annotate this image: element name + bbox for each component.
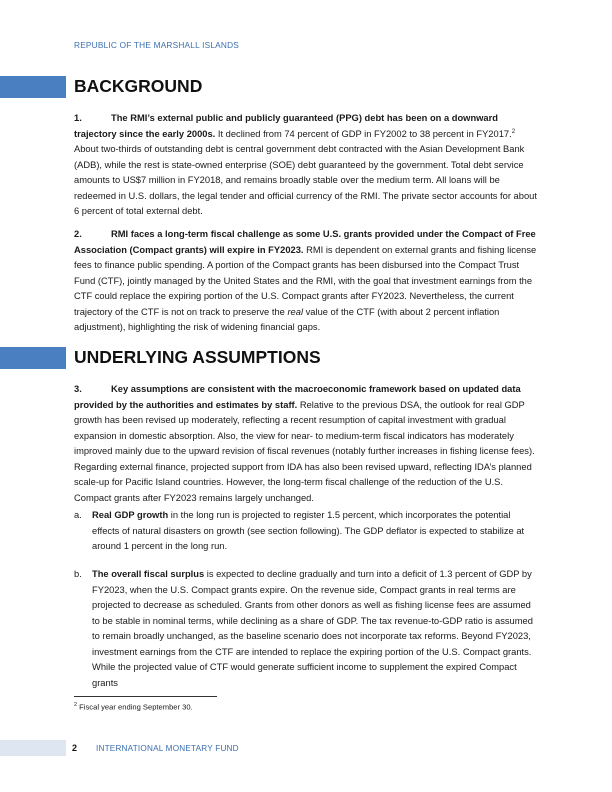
list-marker: b. [74, 569, 82, 579]
paragraph-text: It declined from 74 percent of GDP in FY2002 to 38 percent in FY2017. [215, 128, 512, 139]
paragraph-3 [74, 382, 540, 506]
section-title-underlying-assumptions: UNDERLYING ASSUMPTIONS [74, 347, 321, 367]
page-number: 2 [72, 743, 78, 753]
list-item-lead: The overall fiscal surplus [92, 569, 205, 579]
list-item-lead: Real GDP growth [92, 510, 169, 520]
list-marker: a. [74, 510, 82, 520]
section-title-background: BACKGROUND [74, 76, 203, 96]
paragraph-2 [74, 227, 540, 336]
paragraph-1 [74, 111, 540, 220]
paragraph-number: 2. [74, 229, 82, 239]
section-accent-bar [0, 76, 66, 98]
paragraph-text-after: value of the CTF (with about 2 percent inflation adjustment), highlighting the risk of widening financial gaps. [74, 306, 500, 332]
paragraph-number: 1. [74, 113, 82, 123]
footnote-text: Fiscal year ending September 30. [77, 702, 193, 712]
paragraph-number: 3. [74, 384, 82, 394]
footnote-number: 2 [74, 702, 78, 708]
paragraph-lead: RMI faces a long-term fiscal challenge as some U.S. grants provided under the Compact of Free Association (Compact grants) will expire in FY2023. [74, 229, 536, 255]
section-accent-bar [0, 347, 66, 369]
footnote-divider [74, 696, 217, 697]
paragraph-italic: real [287, 306, 304, 317]
paragraph-text: Relative to the previous DSA, the outlook for real GDP growth has been revised up moderately, reflecting a recent resumption of capital investment with gradual expansion in domestic absorption. Also, the view for near- to medium-term fiscal indicators has moderately improved mainly due to the upward revision of fiscal revenues (notably further increases in fishing license fees). Regarding external finance, projected support from IDA has also been revised upward, reflecting IDA’s planned scale-up for Pacific Island countries. However, the long-term fiscal challenge of the reduction of the U.S. Compact grants after FY2023 remains largely unchanged. [74, 399, 535, 503]
running-footer: INTERNATIONAL MONETARY FUND [96, 744, 239, 753]
paragraph-lead: The RMI’s external public and publicly guaranteed (PPG) debt has been on a downward trajectory since the early 2000s. [74, 113, 498, 139]
paragraph-text-after: About two-thirds of outstanding debt is central government debt contracted with the Asian Development Bank (ADB), while the rest is state-owned enterprise (SOE) debt guaranteed by the government. Total debt service amounts to US$7 million in FY2018, and remains broadly stable over the medium term. All loans will be redeemed in U.S. dollars, the legal tender and official currency of the RMI. The private sector accounts for about 6 percent of total external debt. [74, 144, 537, 216]
page-number-bar [0, 740, 66, 756]
list-item-text: is expected to decline gradually and turn into a deficit of 1.3 percent of GDP by FY2023, when the U.S. Compact grants expire. On the revenue side, Compact grants in real terms are projected to decrease as scheduled. Grants from other donors as well as fishing license fees are assumed to be stable in nominal terms, while declining as a share of GDP. The tax revenue-to-GDP ratio is assumed to remain broadly unchanged, as the baseline scenario does not incorporate tax reforms. Beyond FY2023, investment earnings from the CTF are intended to replace the expiring portion of the U.S. Compact grants. While the projected value of CTF would generate sufficient income to supplement the expired Compact grants [92, 569, 533, 688]
paragraph-text: RMI is dependent on external grants and fishing license fees to finance public spending. A portion of the Compact grants has been disbursed into the Compact Trust Fund (CTF), jointly managed by the United States and the RMI, with the goal that investment earnings from the CTF could replace the expiring portion of the U.S. Compact grants after FY2023. Nevertheless, the current trajectory of the CTF is not on track to preserve the [74, 244, 537, 317]
list-item-text: in the long run is projected to register 1.5 percent, which incorporates the potential effects of natural disasters on growth (see section following). The GDP deflator is expected to stabilize at around 1 percent in the long run. [92, 510, 525, 551]
running-header: REPUBLIC OF THE MARSHALL ISLANDS [74, 40, 240, 50]
list-item-a [74, 508, 540, 555]
list-item-b [74, 567, 540, 691]
footnote [74, 702, 193, 712]
paragraph-lead: Key assumptions are consistent with the macroeconomic framework based on updated data provided by the authorities and estimates by staff. [74, 384, 521, 410]
footnote-ref: 2 [511, 128, 516, 135]
